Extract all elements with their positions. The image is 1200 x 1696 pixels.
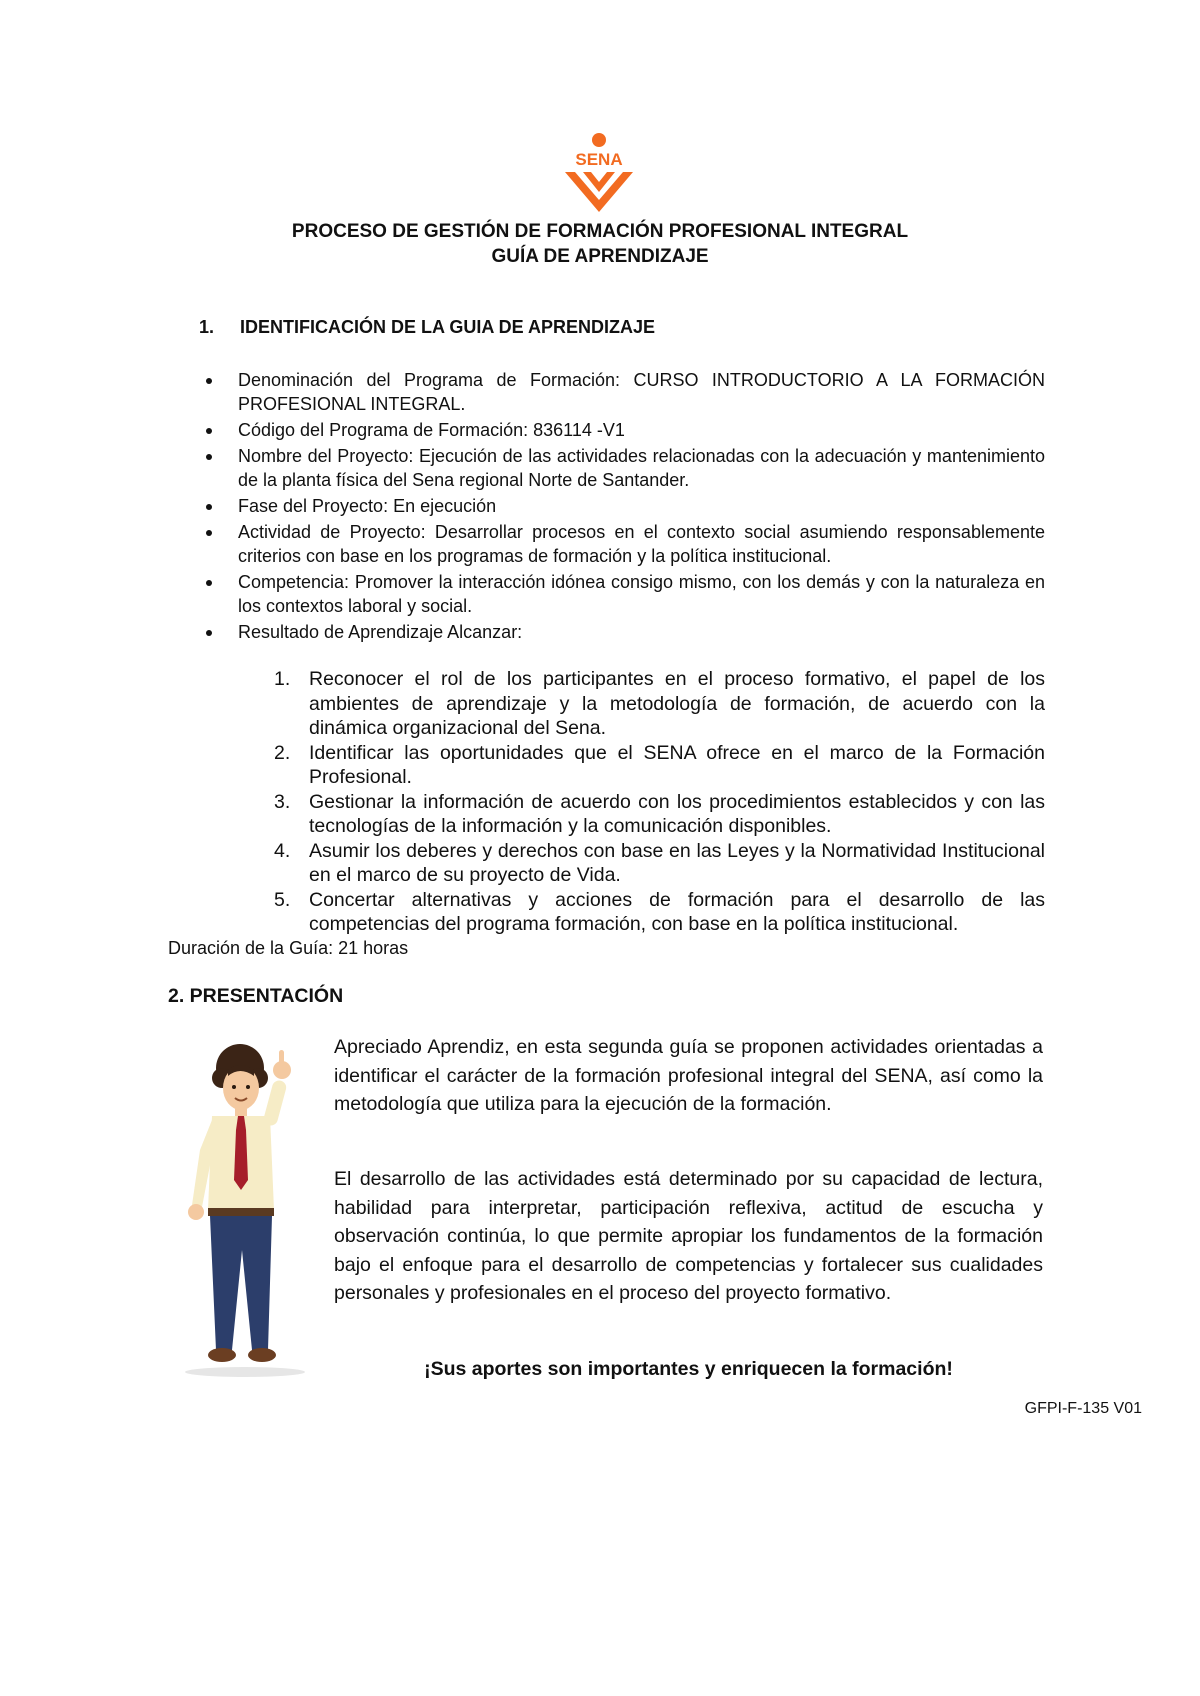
guide-duration: Duración de la Guía: 21 horas: [168, 938, 409, 958]
closing-statement: ¡Sus aportes son importantes y enriquecen la formación!: [424, 1358, 953, 1380]
section1-number: 1.: [199, 317, 215, 337]
result-item: [274, 741, 1045, 790]
list-item: Nombre del Proyecto: Ejecución de las actividades relacionadas con la adecuación y mantenimiento de la planta física del Sena regional Norte de Santander.: [238, 446, 1045, 490]
result-text: Concertar alternativas y acciones de formación para el desarrollo de las competencias del programa formación, con base en la política institucional.: [309, 888, 1045, 935]
result-text: Gestionar la información de acuerdo con los procedimientos establecidos y con las tecnologías de la información y la comunicación disponibles.: [309, 790, 1045, 837]
result-item: [274, 839, 1045, 888]
document-title: PROCESO DE GESTIÓN DE FORMACIÓN PROFESIONAL INTEGRAL: [291, 221, 909, 242]
document-code: GFPI-F-135 V01: [1024, 1400, 1142, 1417]
learning-results-list: [274, 667, 1045, 937]
result-text: Identificar las oportunidades que el SENA ofrece en el marco de la Formación Profesional.: [309, 741, 1045, 788]
result-text: Reconocer el rol de los participantes en el proceso formativo, el papel de los ambientes de aprendizaje y la metodología de formación, de acuerdo con la dinámica organizacional del Sena.: [309, 668, 1045, 739]
list-item: Fase del Proyecto: En ejecución: [238, 494, 1045, 518]
sena-logo-text: SENA: [575, 150, 623, 169]
result-item: [274, 667, 1045, 741]
sena-logo: [553, 130, 645, 214]
section2-heading: 2. PRESENTACIÓN: [168, 985, 344, 1007]
result-number: 4.: [274, 839, 291, 862]
result-number: 2.: [274, 741, 291, 764]
identification-list: [238, 368, 1045, 646]
document-subtitle: GUÍA DE APRENDIZAJE: [491, 246, 709, 267]
list-item: Resultado de Aprendizaje Alcanzar:: [238, 620, 1045, 644]
list-item: Código del Programa de Formación: 836114 -V1: [238, 418, 1045, 442]
list-item: Denominación del Programa de Formación: CURSO INTRODUCTORIO A LA FORMACIÓN PROFESIONAL INTEGRAL.: [238, 370, 1045, 414]
list-item: Competencia: Promover la interacción idónea consigo mismo, con los demás y con la naturaleza en los contextos laboral y social.: [238, 572, 1045, 616]
list-item: Actividad de Proyecto: Desarrollar procesos en el contexto social asumiendo responsablemente criterios con base en los programas de formación y la política institucional.: [238, 522, 1045, 566]
result-number: 1.: [274, 668, 291, 690]
section1-heading: [199, 317, 655, 338]
presentation-paragraph-2: El desarrollo de las actividades está determinado por su capacidad de lectura, habilidad para interpretar, participación reflexiva, actitud de escucha y observación continúa, lo que permite apropiar los fundamentos de la formación bajo el enfoque para el desarrollo de competencias y fortalecer sus cualidades personales y profesionales en el proceso del proyecto formativo.: [334, 1168, 1043, 1304]
section1-title: IDENTIFICACIÓN DE LA GUIA DE APRENDIZAJE: [240, 317, 656, 337]
result-item: [274, 790, 1045, 839]
presentation-paragraph-1: Apreciado Aprendiz, en esta segunda guía se proponen actividades orientadas a identificar el carácter de la formación profesional integral del SENA, así como la metodología que utiliza para la ejecución de la formación.: [334, 1036, 1043, 1115]
result-text: Asumir los deberes y derechos con base en las Leyes y la Normatividad Institucional en el marco de su proyecto de Vida.: [309, 839, 1045, 886]
result-number: 5.: [274, 888, 291, 911]
result-number: 3.: [274, 790, 291, 813]
presenter-illustration: [170, 1040, 320, 1380]
result-item: [274, 888, 1045, 937]
